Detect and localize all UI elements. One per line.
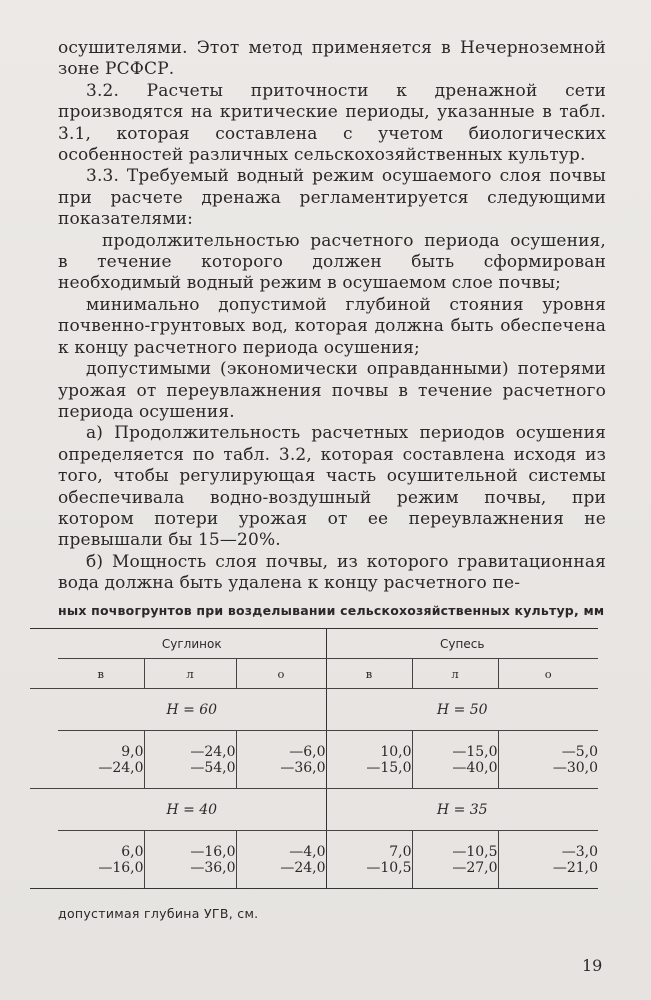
table-row — [30, 789, 598, 831]
subheader-o: о — [498, 659, 598, 689]
table-row — [30, 731, 598, 789]
table-cell: 7,0 —10,5 — [326, 831, 412, 889]
table-cell: —15,0 —40,0 — [412, 731, 498, 789]
subheader-v: в — [326, 659, 412, 689]
depth-label: H = 50 — [326, 689, 598, 731]
list-item: продолжительностью расчетного периода осушения, в течение которого должен быть сформирован необходимый водный режим в осушаемом слое почвы; — [58, 230, 606, 294]
subheader-l: л — [144, 659, 236, 689]
group-header-supes: Супесь — [326, 629, 598, 659]
depth-label: H = 60 — [58, 689, 326, 731]
depth-label: H = 35 — [326, 789, 598, 831]
table-cell: —3,0 —21,0 — [498, 831, 598, 889]
table-cell: —10,5 —27,0 — [412, 831, 498, 889]
table-subheader — [30, 659, 598, 689]
paragraph: осушителями. Этот метод применяется в Нечерноземной зоне РСФСР. — [58, 38, 606, 80]
paragraph: 3.2. Расчеты приточности к дренажной сети производятся на критические периоды, указанные в табл. 3.1, которая составлена с учетом биологических особенностей различных сельскохозяйственных культур. — [58, 80, 606, 166]
table-caption: ных почвогрунтов при возделывании сельскохозяйственных культур, мм — [58, 603, 605, 618]
footnote: допустимая глубина УГВ, см. — [58, 906, 259, 921]
table-group-header — [30, 629, 598, 659]
table-cell: 6,0 —16,0 — [58, 831, 144, 889]
table-cell: —5,0 —30,0 — [498, 731, 598, 789]
table-cell: 9,0 —24,0 — [58, 731, 144, 789]
subheader-o: о — [236, 659, 326, 689]
table-cell: —16,0 —36,0 — [144, 831, 236, 889]
subheader-v: в — [58, 659, 144, 689]
paragraph: 3.3. Требуемый водный режим осушаемого слоя почвы при расчете дренажа регламентируется следующими показателями: — [58, 166, 606, 230]
table-cell: —24,0 —54,0 — [144, 731, 236, 789]
table-row — [30, 689, 598, 731]
depth-label: H = 40 — [58, 789, 326, 831]
body-text — [58, 38, 606, 595]
table-cell: —4,0 —24,0 — [236, 831, 326, 889]
paragraph: б) Мощность слоя почвы, из которого гравитационная вода должна быть удалена к концу расчетного пе- — [58, 551, 606, 594]
list-item: минимально допустимой глубиной стояния уровня почвенно-грунтовых вод, которая должна быть обеспечена к концу расчетного периода осушения; — [58, 294, 606, 358]
table-cell: —6,0 —36,0 — [236, 731, 326, 789]
table-row — [30, 831, 598, 889]
subheader-l: л — [412, 659, 498, 689]
paragraph: а) Продолжительность расчетных периодов осушения определяется по табл. 3.2, которая составлена исходя из того, чтобы регулирующая часть осушительной системы обеспечивала водно-воздушный режим почвы, при котором потери урожая от ее переувлажнения не превышали бы 15—20%. — [58, 423, 606, 551]
data-table — [30, 628, 598, 889]
page-number: 19 — [582, 956, 603, 975]
list-item: допустимыми (экономически оправданными) потерями урожая от переувлажнения почвы в течение расчетного периода осушения. — [58, 359, 606, 422]
group-header-suglinok: Суглинок — [58, 629, 326, 659]
table-cell: 10,0 —15,0 — [326, 731, 412, 789]
